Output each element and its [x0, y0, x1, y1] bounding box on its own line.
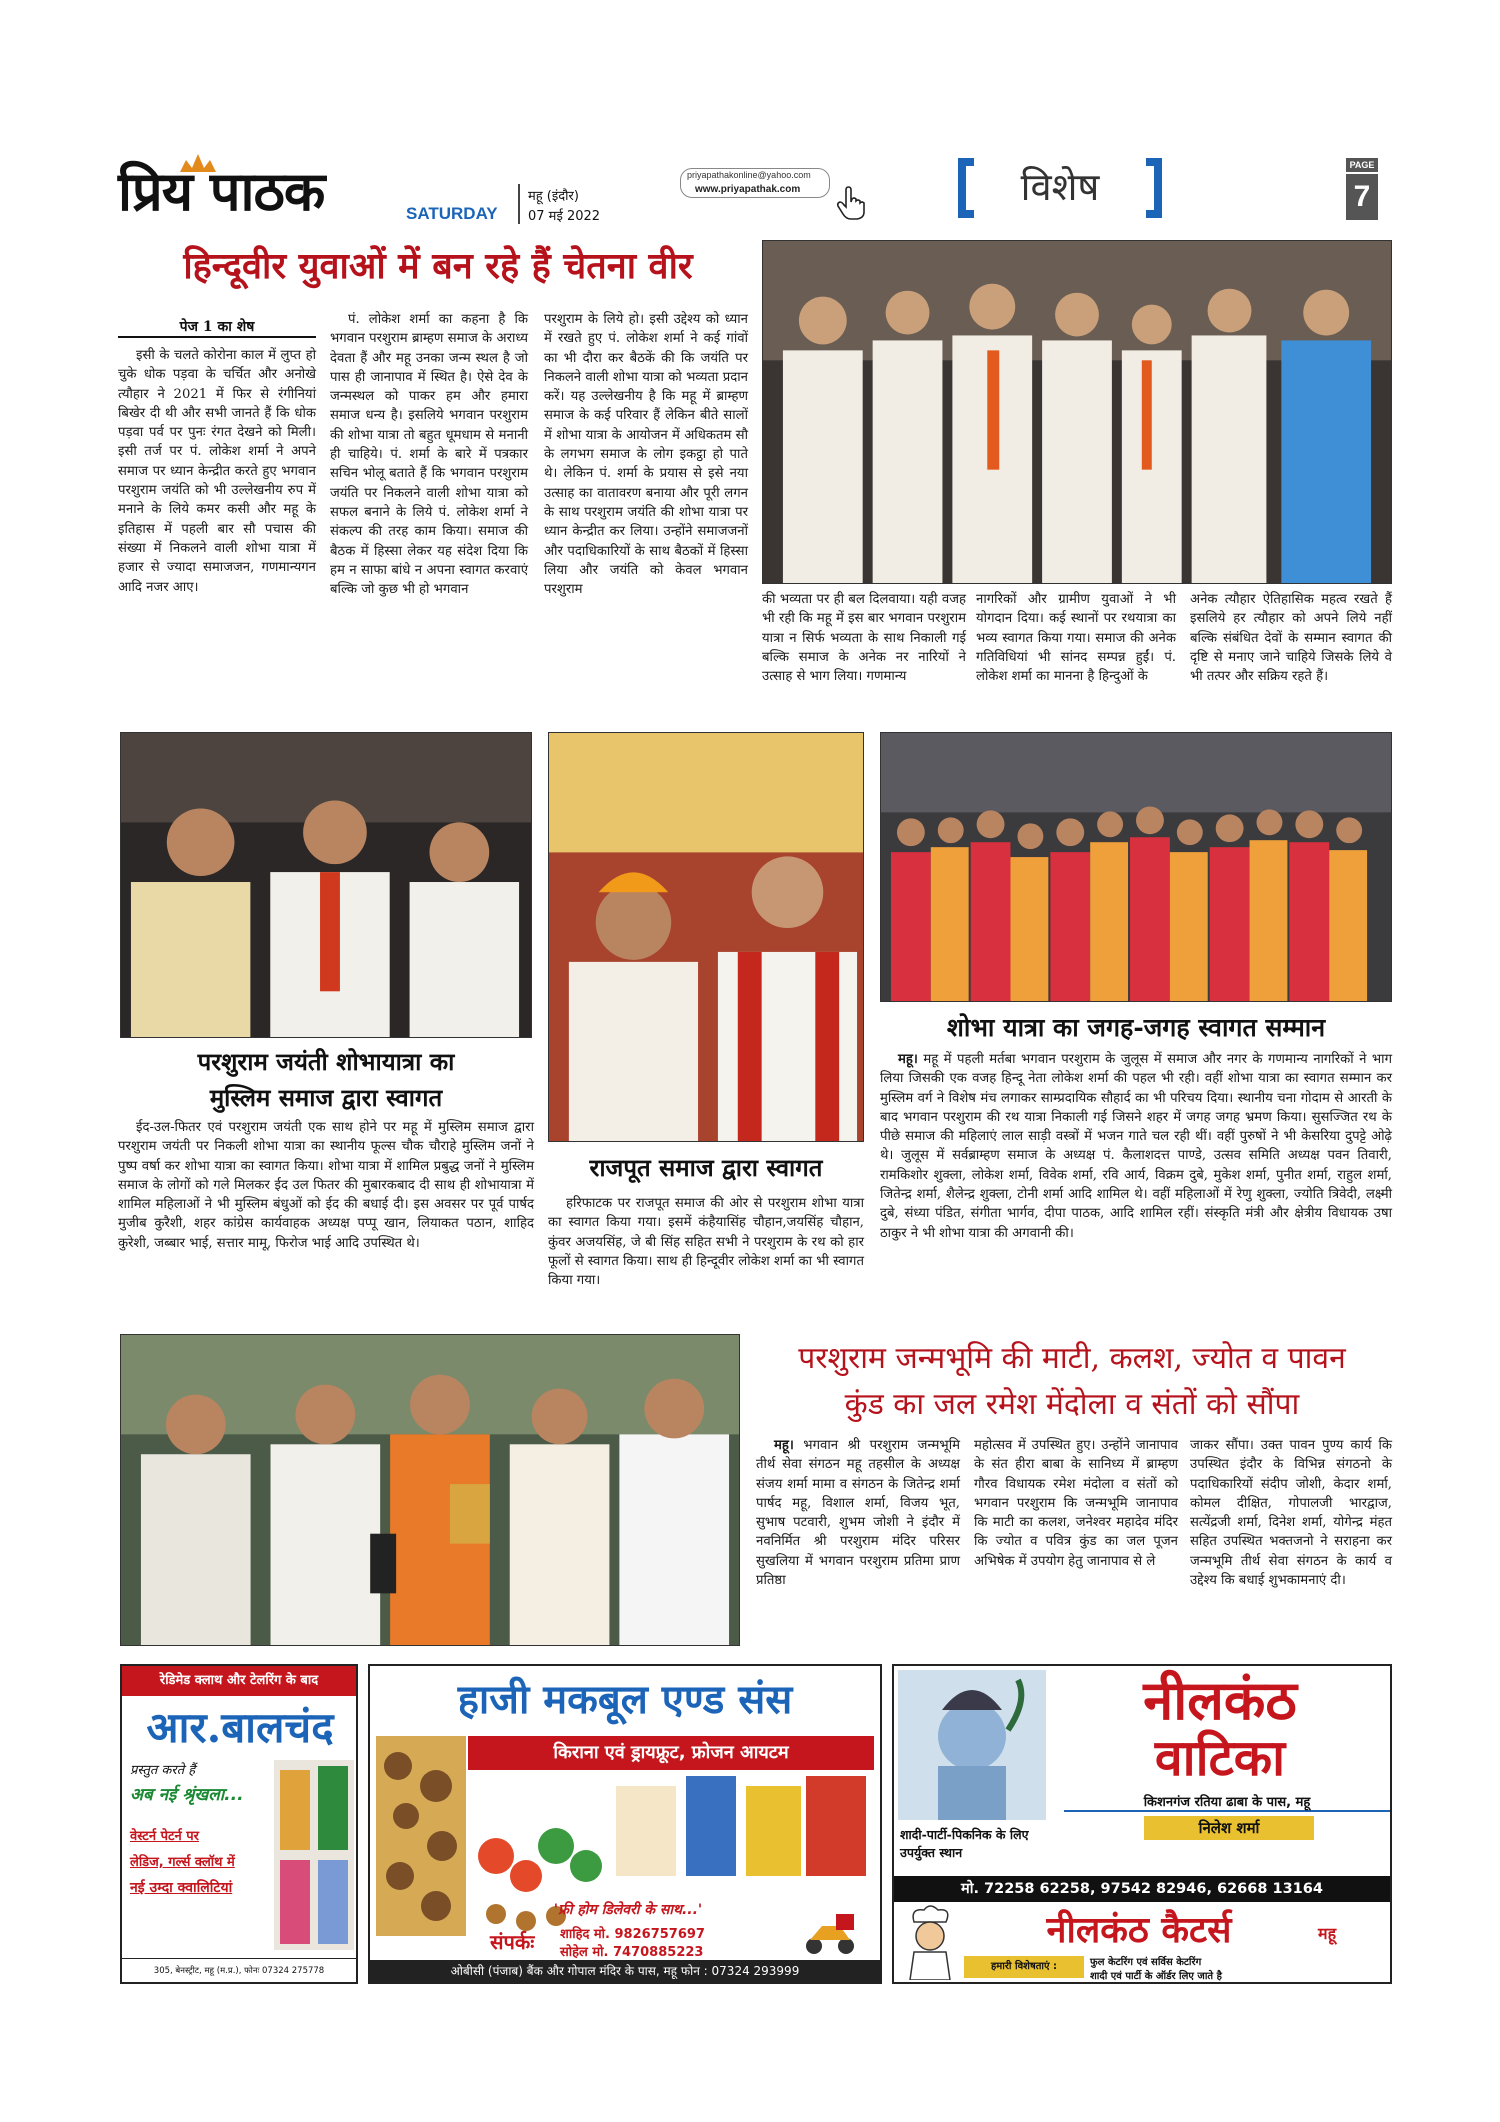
delivery-scooter-icon: [800, 1906, 860, 1956]
story5-photo: [120, 1334, 740, 1646]
masthead-email: priyapathakonline@yahoo.com: [687, 170, 811, 180]
ad-haji-contact1[interactable]: शाहिद मो. 9826757697: [560, 1927, 705, 1942]
ad-neelkanth-brand1: नीलकंठ: [1143, 1668, 1297, 1732]
ad-balchand-line3: नई उम्दा क्वालिटियां: [130, 1880, 233, 1896]
story1-col5-text: नागरिकों और ग्रामीण युवाओं ने भी योगदान दिया। कई स्थानों पर रथयात्रा का भव्य स्वागत किया गया। समाज की अनेक गतिविधियां भी सांनद सम्पन्न हुईं। पं. लोकेश शर्मा का मानना है हिन्दुओं के: [976, 592, 1176, 685]
ad-haji-tagline: किराना एवं ड्रायफ्रूट, फ्रोजन आयटम: [468, 1736, 874, 1770]
masthead-divider: [518, 184, 520, 224]
story1-col2: [330, 310, 528, 718]
story3-photo: [548, 732, 864, 1142]
section-bracket-left: [958, 158, 974, 218]
ad-haji-address: ओबीसी (पंजाब) बैंक और गोपाल मंदिर के पास, महू फोन : 07324 293999: [370, 1960, 880, 1982]
shiva-image: [898, 1670, 1046, 1820]
masthead-contact-box: [680, 168, 830, 198]
story4-headline: शोभा यात्रा का जगह-जगह स्वागत सम्मान: [946, 1013, 1326, 1042]
story5-col3: [1190, 1436, 1392, 1648]
masthead-website[interactable]: www.priyapathak.com: [695, 184, 801, 195]
ad-haji-makbul[interactable]: [368, 1664, 882, 1984]
ad-balchand-address: 305, बेनस्ट्रीट, महू (म.प्र.), फोनः 07324 275778: [122, 1958, 356, 1982]
masthead-date: 07 मई 2022: [528, 209, 601, 224]
page-label: PAGE: [1346, 158, 1378, 172]
story5-lead: महू।: [774, 1438, 794, 1453]
story5-col3-text: जाकर सौंपा। उक्त पावन पुण्य कार्य कि उपस्थित इंदौर के विभिन्न संगठनो के पदाधिकारियों संदीप जोशी, केदार शर्मा, कोमल दीक्षित, गोपालजी भारद्वाज, सत्येंद्रजी शर्मा, दिनेश शर्मा, योगेन्द्र मंहत सहित उपस्थित भक्तजनो ने सराहना कर जन्मभूमि तीर्थ सेवा संगठन के कार्य व उद्देश्य कि बधाई शुभकामनाएं दी।: [1190, 1438, 1392, 1589]
ad-balchand[interactable]: [120, 1664, 358, 1984]
story1-col5: [976, 590, 1176, 720]
ad-balchand-brand: आर.बालचंद: [146, 1703, 334, 1752]
story1-col6-text: अनेक त्यौहार ऐतिहासिक महत्व रखते हैं इसलिये हर त्यौहार को अपने लिये नहीं बल्कि संबंधित देवों के सम्मान स्वागत की दृष्टि से मनाए जाने चाहिये जिसके लिये वे भी तत्पर और सक्रिय रहते हैं।: [1190, 592, 1392, 685]
ad-neelkanth-services: शादी-पार्टी-पिकनिक के लिए उपर्युक्त स्थान: [900, 1827, 1029, 1860]
story4-lead: महू।: [898, 1052, 918, 1067]
story1-col1-text: इसी के चलते कोरोना काल में लुप्त हो चुके धोक पड़वा के चर्चित और अनोखे त्यौहार ने 2021 में फिर से रंगीनियां बिखेर दी थी और सभी जानते हैं कि धोक पड़वा पर्व पर पुनः रंगत देखने को मिली। इसी तर्ज पर पं. लोकेश शर्मा ने अपने समाज पर ध्यान केन्द्रीत करते हुए भगवान परशुराम जयंति को भी उल्लेखनीय रुप में मनाने के लिये कमर कसी और महू के इतिहास में पहली बार सौ पचास की संख्या में निकलने वाली शोभा यात्रा में हजार से ज्यादा समाजजन, गणमान्यगन आदि नजर आए।: [118, 348, 316, 595]
story5-col1: [756, 1436, 960, 1648]
story3-headline: राजपूत समाज द्वारा स्वागत: [589, 1153, 823, 1182]
story2-photo: [120, 732, 532, 1038]
story4-body-span: महू में पहली मर्तबा भगवान परशुराम के जुलूस में समाज और नगर के गणमान्य नागरिकों ने भाग लिया जिसकी एक वजह हिन्दू नेता लोकेश शर्मा की पहल भी रही। वहीं शोभा यात्रा का स्वागत सम्मान कर मुस्लिम वर्ग ने विशेष मंच लगाकर साम्प्रदायिक सौहार्द का भी परिचय दिया। स्थानीय चना गोदाम से आरती के बाद भगवान परशुराम की रथ यात्रा निकाली गई जिसने शहर में जगह जगह भ्रमण किया। सुसज्जित रथ के पीछे समाज की महिलाएं लाल साड़ी वस्त्रों में भजन गाते चल रही थीं। वहीं पुरुषों ने भी केसरिया दुपट्टे ओढ़े थे। जुलूस में सर्वब्राम्हण समाज के अध्यक्ष पं. कैलाशदत्त पाण्डे, उत्सव समिति अध्यक्ष पवन तिवारी, रामकिशोर शुक्ला, लोकेश शर्मा, विवेक शर्मा, रवि आर्य, विक्रम दुबे, मुकेश शर्मा, पुनीत शर्मा, राहुल शर्मा, जितेन्द्र शर्मा, शैलेन्द्र शुक्ला, टोनी शर्मा आदि शामिल थे। वहीं महिलाओं में रेणु शुक्ला, ज्योति त्रिवेदी, लक्ष्मी दुबे, संध्या पंडित, संगीता भार्गव, दीपा पाठक, आदि शामिल रहीं। संस्कृति मंत्री और क्षेत्रीय विधायक उषा ठाकुर ने भी शोभा यात्रा की अगवानी की।: [880, 1052, 1392, 1241]
story5-col1-text: [756, 1436, 960, 1590]
ad-haji-brand: हाजी मकबूल एण्ड संस: [457, 1676, 793, 1723]
ad-balchand-presents: प्रस्तुत करते हैं: [130, 1763, 196, 1778]
ad-balchand-line2: लेडिज, गर्ल्स क्लॉथ में: [130, 1855, 235, 1870]
ad-haji-contact2[interactable]: सोहेल मो. 7470885223: [560, 1945, 704, 1960]
story4-photo: [880, 732, 1392, 1002]
ad-neelkanth-caterers: नीलकंठ कैटर्स: [1046, 1909, 1232, 1951]
story4-body: [880, 1050, 1392, 1320]
story5-headline-line1: परशुराम जन्मभूमि की माटी, कलश, ज्योत व पावन: [798, 1341, 1346, 1376]
ad-neelkanth-brand2: वाटिका: [1154, 1728, 1286, 1787]
ad-haji-contact-label: संपर्कः: [490, 1930, 535, 1954]
ad-balchand-clothes-image: [274, 1760, 354, 1950]
story1-col4: [762, 590, 966, 720]
story1-col2-text: पं. लोकेश शर्मा का कहना है कि भगवान परशुराम ब्राम्हण समाज के अराध्य देवता हैं और महू उनका जन्म स्थल है जो पास ही जानापाव में स्थित है। ऐसे देव के जन्मस्थल को पाकर हम और हमारा समाज धन्य है। इसलिये भगवान परशुराम की शोभा यात्रा तो बहुत धूमधाम से मनानी ही चाहिये। पं. शर्मा के बारे में पत्रकार सचिन भोलू बताते हैं कि भगवान परशुराम जयंति पर निकलने वाली शोभा यात्रा को सफल बनाने के लिये पं. लोकेश शर्मा ने संकल्प की तरह काम किया। समाज की बैठक में हिस्सा लेकर यह संदेश दिया कि हम न साफा बांधे न अपना स्वागत करवाएं बल्कि जो कुछ भी हो भगवान: [330, 312, 528, 598]
story2-body-text: ईद-उल-फितर एवं परशुराम जयंती एक साथ होने पर महू में मुस्लिम समाज द्वारा परशुराम जयंती पर निकली शोभा यात्रा का स्थानीय फूल्स चौक चौराहे मुस्लिम जनों ने पुष्प वर्षा कर शोभा यात्रा का स्वागत किया। शोभा यात्रा में शामिल प्रबुद्ध जनों ने मुस्लिम समाज के लोगों को गले मिलकर ईद उल फितर की मुबारकबाद दी साथ ही शोभायात्रा में शामिल महिलाओं ने भी मुस्लिम बंधुओं को ईद की बधाई दी। इस अवसर पर पूर्व पार्षद मुजीब कुरैशी, शहर कांग्रेस कार्यवाहक अध्यक्ष पप्पू खान, लियाकत पठान, शाहिद कुरेशी, जब्बार भाई, सत्तार मामू, फिरोज भाई आदि उपस्थित थे।: [118, 1120, 534, 1251]
masthead: [100, 150, 1400, 230]
story1-photo: [762, 240, 1392, 584]
story1-col1: [118, 346, 316, 718]
masthead-place: महू (इंदौर): [528, 189, 579, 204]
story1-col3-text: परशुराम के लिये हो। इसी उद्देश्य को ध्यान में रखते हुए पं. लोकेश शर्मा ने कई गांवों का भी दौरा कर बैठकें की कि जयंति पर निकलने वाली शोभा यात्रा को भव्यता प्रदान करें। यह उल्लेखनीय है कि महू में ब्राम्हण समाज के कई परिवार हैं लेकिन बीते सालों में शोभा यात्रा के आयोजन में अधिकतम सौ के लगभग समाज के लोग इकट्ठा हो पाते थे। लेकिन पं. शर्मा के प्रयास से इसे नया उत्साह का वातावरण बनाया और पूरी लगन के साथ परशुराम जयंति की शोभा यात्रा पर ध्यान केन्द्रीत कर लिया। उन्होंने समाजजनों और पदाधिकारियों के साथ बैठकों में हिस्सा लिया और जयंति को केवल भगवान परशुराम: [544, 312, 748, 598]
masthead-title: प्रिय पाठक: [118, 159, 325, 223]
masthead-day: SATURDAY: [406, 204, 498, 223]
story5-col2-text: महोत्सव में उपस्थित हुए। उन्होंने जानापाव के संत हीरा बाबा के सानिध्य में ब्राम्हण गौरव विधायक रमेश मंदोला व संतों को भगवान परशुराम कि जन्मभूमि जानापाव कि माटी का कलश, जनेश्वर महादेव मंदिर कि ज्योत व पवित्र कुंड का जल पूजन अभिषेक में उपयोग हेतु जानापाव से ले: [974, 1438, 1178, 1569]
story1-headline: हिन्दूवीर युवाओं में बन रहे हैं चेतना वीर: [183, 245, 693, 287]
ad-balchand-series: अब नई श्रृंखला...: [130, 1785, 244, 1805]
section-title: विशेष: [1020, 165, 1100, 209]
hand-pointer-icon: [836, 186, 866, 220]
ad-neelkanth-phones[interactable]: मो. 72258 62258, 97542 82946, 62668 13164: [894, 1876, 1390, 1902]
ad-neelkanth-caterers-place: महू: [1318, 1924, 1337, 1943]
ad-neelkanth-specialty2: शादी एवं पार्टी के ऑर्डर लिए जाते है: [1090, 1971, 1222, 1982]
story1-col6: [1190, 590, 1392, 720]
ad-neelkanth-specialty-label: हमारी विशेषताएं :: [964, 1956, 1084, 1978]
story1-continued-label: पेज 1 का शेष: [118, 318, 316, 338]
story4-body-text: [880, 1050, 1392, 1243]
ad-balchand-top: रेडिमेड क्लाथ और टेलरिंग के बाद: [122, 1666, 356, 1696]
section-bracket-right: [1146, 158, 1162, 218]
ad-balchand-line1: वेस्टर्न पेटर्न पर: [130, 1829, 199, 1844]
ad-haji-delivery: 'फ्री होम डिलेवरी के साथ...': [553, 1902, 703, 1918]
story1-col3: [544, 310, 748, 718]
story5-headline-line2: कुंड का जल रमेश मेंदोला व संतों को सौंपा: [844, 1387, 1300, 1422]
story2-headline-line1: परशुराम जयंती शोभायात्रा का: [197, 1047, 455, 1076]
page-number: 7: [1346, 174, 1378, 220]
story2-body: [118, 1118, 534, 1318]
ad-neelkanth-location: किशनगंज रतिया ढाबा के पास, महू: [1064, 1792, 1390, 1812]
story5-col2: [974, 1436, 1178, 1648]
ad-neelkanth-specialty1: फुल केटरिंग एवं सर्विस केटरिंग: [1090, 1957, 1202, 1968]
story1-col4-text: की भव्यता पर ही बल दिलवाया। यही वजह भी रही कि महू में इस बार भगवान परशुराम यात्रा न सिर्फ भव्यता के साथ निकाली गई बल्कि समाज के अनेक नर नारियों ने उत्साह से भाग लिया। गणमान्य: [762, 592, 966, 685]
story3-body: [548, 1194, 864, 1314]
ad-neelkanth[interactable]: [892, 1664, 1392, 1984]
story5-col1-span: भगवान श्री परशुराम जन्मभूमि तीर्थ सेवा संगठन महू तहसील के अध्यक्ष संजय शर्मा मामा व संगठन के जितेन्द्र शर्मा पार्षद महू, विशाल शर्मा, विजय भूत, सुभाष पटवारी, शुभम जोशी ने इंदौर में नवनिर्मित श्री परशुराम मंदिर परिसर सुखलिया में भगवान परशुराम प्रतिमा प्राण प्रतिष्ठा: [756, 1438, 960, 1589]
story3-body-text: हरिफाटक पर राजपूत समाज की ओर से परशुराम शोभा यात्रा का स्वागत किया गया। इसमें कंहैयासिंह चौहान,जयसिंह चौहान, कुंवर अजयसिंह, जे बी सिंह सहित सभी ने परशुराम के रथ को हार फूलों से स्वागत किया। साथ ही हिन्दूवीर लोकेश शर्मा का भी स्वागत किया गया।: [548, 1196, 864, 1289]
ad-neelkanth-owner: निलेश शर्मा: [1144, 1816, 1314, 1840]
chef-image: [900, 1904, 960, 1980]
story2-headline-line2: मुस्लिम समाज द्वारा स्वागत: [209, 1083, 443, 1112]
